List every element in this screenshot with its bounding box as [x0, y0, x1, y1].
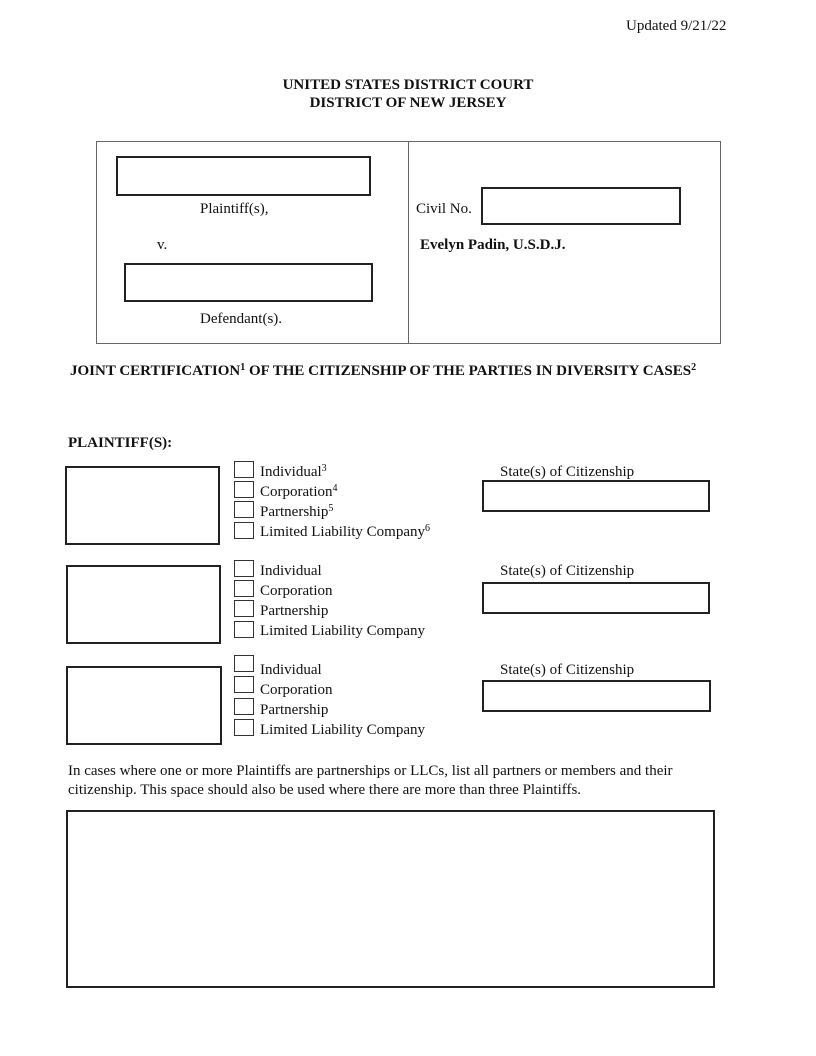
- certification-title: JOINT CERTIFICATION$^1$ OF THE CITIZENSHIP OF THE PARTIES IN DIVERSITY CASES$^2$: [70, 362, 697, 379]
- plaintiff-3-individual-checkbox[interactable]: [234, 655, 254, 672]
- plaintiff-2-llc-label: Limited Liability Company: [260, 623, 425, 639]
- plaintiff-1-state-field[interactable]: [482, 480, 710, 512]
- plaintiff-2-individual-checkbox[interactable]: [234, 560, 254, 577]
- plaintiff-1-individual-label: Individual$^3$: [260, 463, 327, 480]
- court-name: UNITED STATES DISTRICT COURT: [282, 77, 534, 93]
- plaintiff-2-state-field[interactable]: [482, 582, 710, 614]
- plaintiff-2-corporation-checkbox[interactable]: [234, 580, 254, 597]
- plaintiff-1-partnership-label: Partnership$^5$: [260, 503, 334, 520]
- plaintiff-3-llc-checkbox[interactable]: [234, 719, 254, 736]
- updated-date: Updated 9/21/22: [626, 18, 727, 34]
- plaintiff-2-partnership-label: Partnership: [260, 603, 329, 619]
- plaintiff-3-corporation-checkbox[interactable]: [234, 676, 254, 693]
- plaintiff-3-llc-label: Limited Liability Company: [260, 722, 425, 738]
- plaintiff-3-individual-label: Individual: [260, 662, 322, 678]
- plaintiff-2-name-field[interactable]: [66, 565, 221, 644]
- plaintiff-2-llc-checkbox[interactable]: [234, 621, 254, 638]
- plaintiff-2-corporation-label: Corporation: [260, 583, 333, 599]
- civil-no-field[interactable]: [481, 187, 681, 225]
- judge-name: Evelyn Padin, U.S.D.J.: [420, 237, 566, 253]
- plaintiff-3-partnership-label: Partnership: [260, 702, 329, 718]
- caption-divider: [408, 141, 409, 344]
- plaintiff-2-state-label: State(s) of Citizenship: [500, 563, 635, 579]
- plaintiff-3-state-field[interactable]: [482, 680, 711, 712]
- instructions-line-1: In cases where one or more Plaintiffs are partnerships or LLCs, list all partners or members and their: [68, 763, 673, 779]
- defendant-name-field[interactable]: [124, 263, 373, 302]
- plaintiff-1-llc-checkbox[interactable]: [234, 522, 254, 539]
- plaintiff-3-corporation-label: Corporation: [260, 682, 333, 698]
- plaintiff-1-llc-label: Limited Liability Company$^6$: [260, 523, 430, 540]
- instructions-line-2: citizenship. This space should also be used where there are more than three Plaintiffs.: [68, 782, 582, 798]
- footnote-ref-1[interactable]: 1: [240, 362, 246, 373]
- plaintiff-1-partnership-checkbox[interactable]: [234, 501, 254, 518]
- plaintiff-1-corporation-checkbox[interactable]: [234, 481, 254, 498]
- versus-label: v.: [157, 237, 168, 253]
- plaintiff-1-state-label: State(s) of Citizenship: [500, 464, 635, 480]
- footnote-ref-2[interactable]: 2: [691, 362, 697, 373]
- civil-no-label: Civil No.: [416, 201, 472, 217]
- plaintiff-1-name-field[interactable]: [65, 466, 220, 545]
- plaintiff-2-individual-label: Individual: [260, 563, 322, 579]
- plaintiff-3-name-field[interactable]: [66, 666, 222, 745]
- plaintiff-1-corporation-label: Corporation$^4$: [260, 483, 338, 500]
- plaintiff-1-individual-checkbox[interactable]: [234, 461, 254, 478]
- plaintiff-name-field[interactable]: [116, 156, 371, 196]
- plaintiff-3-state-label: State(s) of Citizenship: [500, 662, 635, 678]
- plaintiffs-heading: PLAINTIFF(S):: [68, 435, 173, 451]
- defendant-label: Defendant(s).: [200, 311, 283, 327]
- additional-plaintiffs-field[interactable]: [66, 810, 715, 988]
- plaintiff-2-partnership-checkbox[interactable]: [234, 600, 254, 617]
- court-district: DISTRICT OF NEW JERSEY: [309, 95, 507, 111]
- plaintiff-3-partnership-checkbox[interactable]: [234, 698, 254, 715]
- plaintiff-label: Plaintiff(s),: [200, 201, 269, 217]
